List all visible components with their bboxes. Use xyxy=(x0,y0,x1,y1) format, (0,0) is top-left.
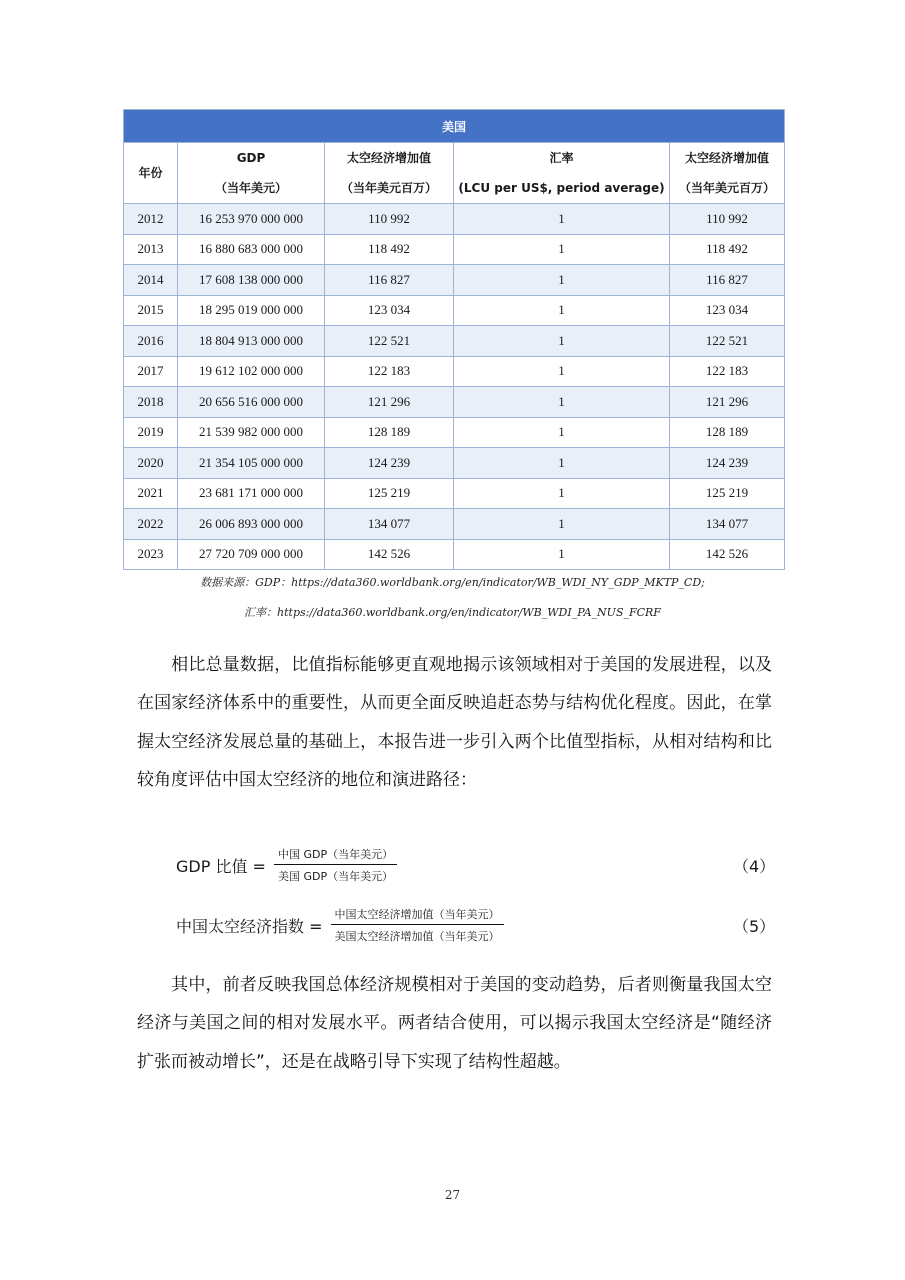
table-row xyxy=(124,356,785,387)
cell-space-value-usd: 123 034 xyxy=(670,295,785,326)
table-body xyxy=(124,204,785,570)
table-column-header-row xyxy=(124,143,785,204)
cell-year: 2016 xyxy=(124,326,178,357)
column-header-line2: （当年美元百万） xyxy=(340,181,437,195)
paragraph-explanation xyxy=(137,966,772,1081)
cell-exchange-rate: 1 xyxy=(454,478,670,509)
cell-space-value-usd: 118 492 xyxy=(670,234,785,265)
cell-gdp: 26 006 893 000 000 xyxy=(178,509,325,540)
table-row xyxy=(124,448,785,479)
column-header-line1: GDP xyxy=(236,151,266,165)
cell-exchange-rate: 1 xyxy=(454,204,670,235)
cell-space-value-usd: 122 183 xyxy=(670,356,785,387)
table-row xyxy=(124,265,785,296)
cell-gdp: 18 804 913 000 000 xyxy=(178,326,325,357)
table-row xyxy=(124,204,785,235)
cell-space-value: 110 992 xyxy=(325,204,454,235)
cell-year: 2019 xyxy=(124,417,178,448)
cell-gdp: 18 295 019 000 000 xyxy=(178,295,325,326)
table-row xyxy=(124,326,785,357)
equation-number-5: （5） xyxy=(733,917,776,936)
formula-fraction xyxy=(331,906,504,944)
cell-space-value-usd: 110 992 xyxy=(670,204,785,235)
us-space-economy-table xyxy=(123,109,785,570)
cell-space-value-usd: 125 219 xyxy=(670,478,785,509)
cell-gdp: 21 539 982 000 000 xyxy=(178,417,325,448)
cell-space-value-usd: 124 239 xyxy=(670,448,785,479)
column-header-line1: 年份 xyxy=(138,166,163,180)
source-note-exchange-rate: 汇率：https://data360.worldbank.org/en/indicator/WB_WDI_PA_NUS_FCRF xyxy=(244,606,661,619)
equation-number-4: （4） xyxy=(733,857,776,876)
column-header-gdp xyxy=(178,143,325,204)
cell-exchange-rate: 1 xyxy=(454,326,670,357)
cell-exchange-rate: 1 xyxy=(454,509,670,540)
table-row xyxy=(124,509,785,540)
column-header-line2: （当年美元） xyxy=(214,181,287,195)
table-row xyxy=(124,539,785,570)
paragraph-intro-text: 相比总量数据，比值指标能够更直观地揭示该领域相对于美国的发展进程，以及在国家经济体系中的重要性，从而更全面反映追赶态势与结构优化程度。因此，在掌握太空经济发展总量的基础上，本报告进一步引入两个比值型指标，从相对结构和比较角度评估中国太空经济的地位和演进路径： xyxy=(137,655,772,790)
paragraph-explanation-text: 其中，前者反映我国总体经济规模相对于美国的变动趋势，后者则衡量我国太空经济与美国之间的相对发展水平。两者结合使用，可以揭示我国太空经济是“随经济扩张而被动增长”，还是在战略引导下实现了结构性超越。 xyxy=(137,975,772,1072)
cell-year: 2015 xyxy=(124,295,178,326)
column-header-line2: （当年美元百万） xyxy=(679,181,776,195)
cell-year: 2021 xyxy=(124,478,178,509)
cell-exchange-rate: 1 xyxy=(454,356,670,387)
column-header-space-value xyxy=(325,143,454,204)
cell-gdp: 19 612 102 000 000 xyxy=(178,356,325,387)
formula-gdp-ratio xyxy=(176,846,397,884)
cell-space-value: 118 492 xyxy=(325,234,454,265)
cell-gdp: 27 720 709 000 000 xyxy=(178,539,325,570)
cell-gdp: 16 253 970 000 000 xyxy=(178,204,325,235)
cell-space-value-usd: 128 189 xyxy=(670,417,785,448)
cell-space-value-usd: 122 521 xyxy=(670,326,785,357)
table-country-header-row xyxy=(124,110,785,143)
column-header-line1: 太空经济增加值 xyxy=(685,151,770,165)
cell-space-value-usd: 121 296 xyxy=(670,387,785,418)
column-header-exchange-rate xyxy=(454,143,670,204)
cell-gdp: 16 880 683 000 000 xyxy=(178,234,325,265)
cell-space-value: 134 077 xyxy=(325,509,454,540)
cell-space-value-usd: 142 526 xyxy=(670,539,785,570)
cell-year: 2013 xyxy=(124,234,178,265)
cell-year: 2018 xyxy=(124,387,178,418)
table-row xyxy=(124,234,785,265)
cell-exchange-rate: 1 xyxy=(454,539,670,570)
cell-exchange-rate: 1 xyxy=(454,387,670,418)
cell-space-value: 125 219 xyxy=(325,478,454,509)
column-header-line2: (LCU per US$, period average) xyxy=(458,181,665,195)
cell-year: 2017 xyxy=(124,356,178,387)
table-row xyxy=(124,478,785,509)
cell-space-value: 122 183 xyxy=(325,356,454,387)
cell-gdp: 17 608 138 000 000 xyxy=(178,265,325,296)
cell-year: 2020 xyxy=(124,448,178,479)
paragraph-intro xyxy=(137,646,772,799)
cell-space-value: 121 296 xyxy=(325,387,454,418)
formula-denominator: 美国 GDP（当年美元） xyxy=(277,870,394,883)
cell-gdp: 23 681 171 000 000 xyxy=(178,478,325,509)
column-header-space-value-usd xyxy=(670,143,785,204)
cell-space-value: 128 189 xyxy=(325,417,454,448)
table-row xyxy=(124,417,785,448)
column-header-line1: 汇率 xyxy=(549,151,574,165)
page-number: 27 xyxy=(444,1188,461,1202)
cell-year: 2012 xyxy=(124,204,178,235)
formula-numerator: 中国 GDP（当年美元） xyxy=(274,846,397,865)
formula-lhs: GDP 比值 = xyxy=(176,856,266,876)
country-header: 美国 xyxy=(124,110,785,143)
column-header-year xyxy=(124,143,178,204)
cell-year: 2022 xyxy=(124,509,178,540)
formula-denominator: 美国太空经济增加值（当年美元） xyxy=(334,930,500,943)
cell-year: 2014 xyxy=(124,265,178,296)
cell-space-value-usd: 116 827 xyxy=(670,265,785,296)
formula-space-economy-index xyxy=(176,906,504,944)
cell-space-value: 116 827 xyxy=(325,265,454,296)
cell-exchange-rate: 1 xyxy=(454,265,670,296)
formula-numerator: 中国太空经济增加值（当年美元） xyxy=(331,906,504,925)
cell-space-value: 122 521 xyxy=(325,326,454,357)
table-row xyxy=(124,387,785,418)
cell-space-value: 124 239 xyxy=(325,448,454,479)
formula-lhs: 中国太空经济指数 = xyxy=(176,916,323,936)
cell-gdp: 21 354 105 000 000 xyxy=(178,448,325,479)
cell-exchange-rate: 1 xyxy=(454,234,670,265)
cell-space-value-usd: 134 077 xyxy=(670,509,785,540)
cell-exchange-rate: 1 xyxy=(454,295,670,326)
cell-exchange-rate: 1 xyxy=(454,448,670,479)
table-row xyxy=(124,295,785,326)
source-note-gdp: 数据来源：GDP：https://data360.worldbank.org/en/indicator/WB_WDI_NY_GDP_MKTP_CD; xyxy=(200,576,705,589)
cell-year: 2023 xyxy=(124,539,178,570)
cell-gdp: 20 656 516 000 000 xyxy=(178,387,325,418)
cell-exchange-rate: 1 xyxy=(454,417,670,448)
column-header-line1: 太空经济增加值 xyxy=(346,151,431,165)
formula-fraction xyxy=(274,846,397,884)
cell-space-value: 142 526 xyxy=(325,539,454,570)
cell-space-value: 123 034 xyxy=(325,295,454,326)
